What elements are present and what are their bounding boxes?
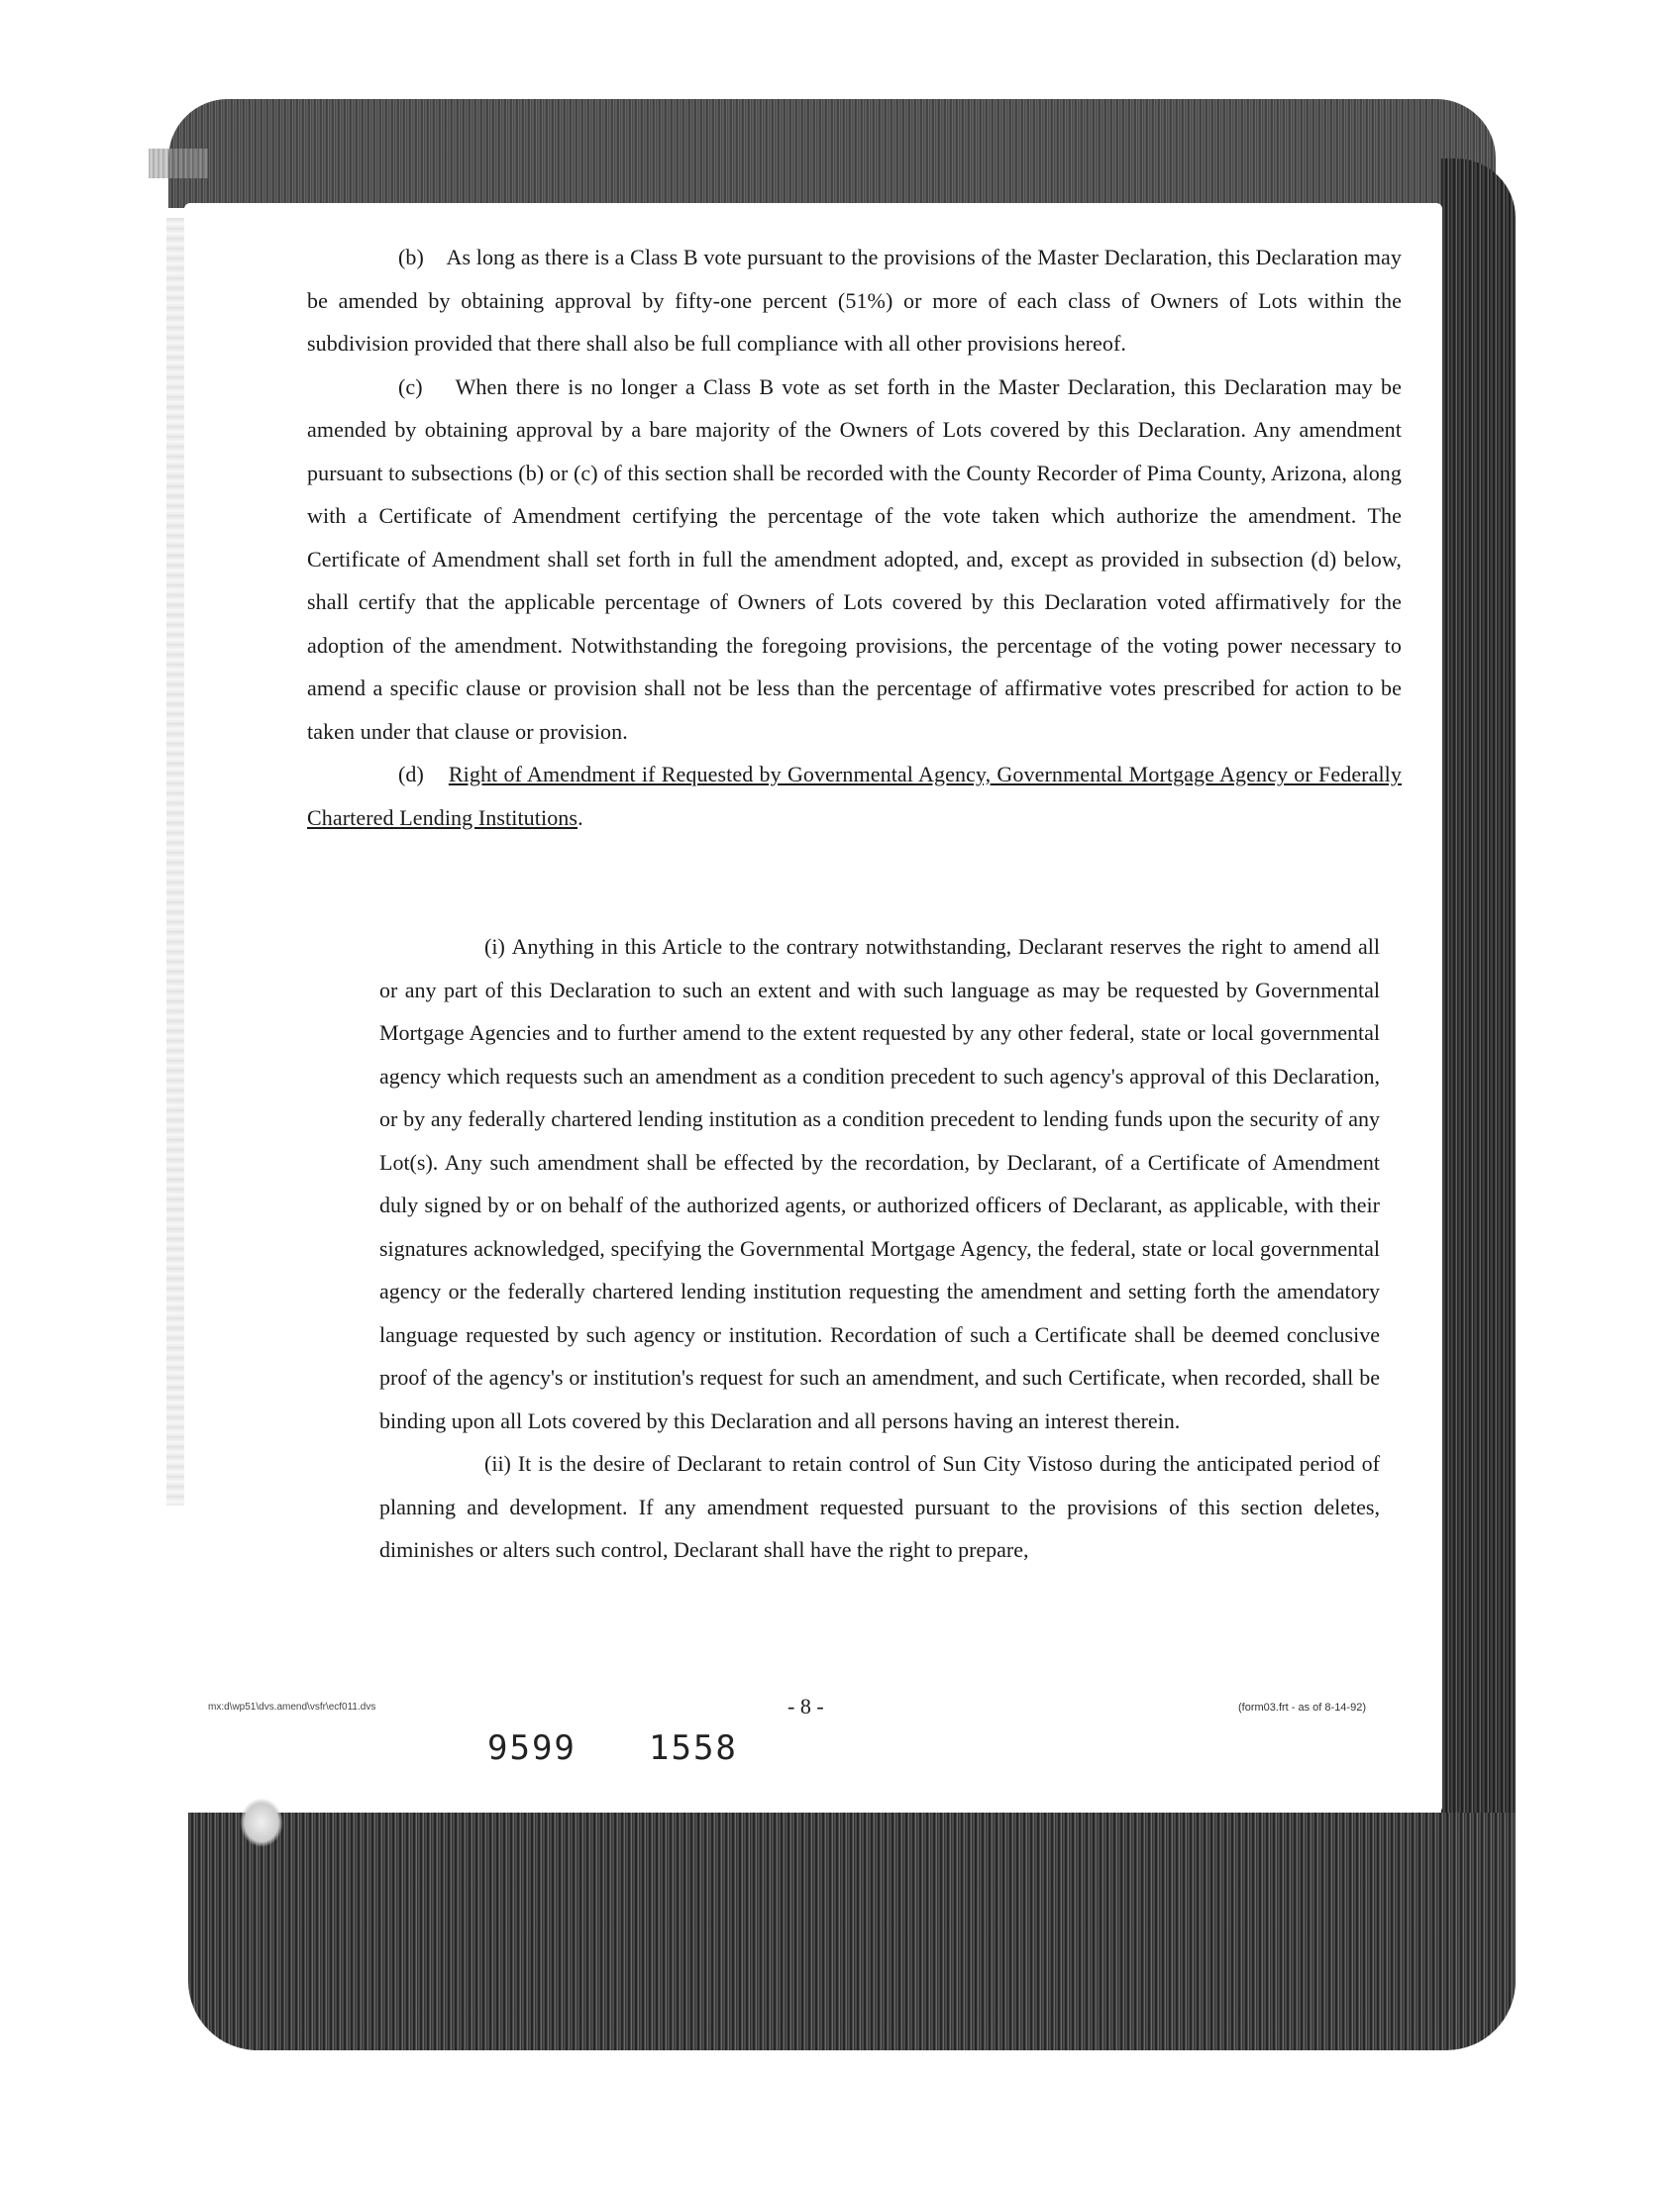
- scan-border-right: [1441, 158, 1516, 2040]
- paragraph-c-label: (c): [398, 373, 423, 399]
- paragraph-d-heading-end: .: [578, 804, 583, 830]
- subparagraph-ii-text: It is the desire of Declarant to retain control of Sun City Vistoso during the anticipated period of planning and development. If any amendment requested pursuant to the provisions of this section deletes, diminishes or alters such control, Declarant shall have the right to prepare,: [379, 1451, 1381, 1562]
- paragraph-b-label: (b): [398, 245, 424, 269]
- paragraph-c: [307, 365, 1402, 754]
- subparagraph-i-label: (i): [484, 934, 505, 959]
- paragraph-d: [307, 753, 1402, 839]
- page-number: - 8 -: [788, 1694, 824, 1718]
- paragraph-b: [307, 236, 1402, 365]
- scan-border-bottom: [188, 1813, 1516, 2050]
- scan-smudge: [240, 1798, 283, 1847]
- scan-border-left: [166, 218, 184, 1506]
- recording-docket-number: 9599: [487, 1728, 577, 1768]
- scan-border-top-left: [149, 149, 208, 178]
- paragraph-c-text: When there is no longer a Class B vote as set forth in the Master Declaration, this Declaration may be amended by obtaining approval by a bare majority of the Owners of Lots covered by this Declaration. Any amendment pursuant to subsections (b) or (c) of this section shall be recorded with the County Recorder of Pima County, Arizona, along with a Certificate of Amendment certifying the percentage of the vote taken which authorize the amendment. The Certificate of Amendment shall set forth in full the amendment adopted, and, except as provided in subsection (d) below, shall certify that the applicable percentage of Owners of Lots covered by this Declaration voted affirmatively for the adoption of the amendment. Notwithstanding the foregoing provisions, the percentage of the voting power necessary to amend a specific clause or provision shall not be less than the percentage of affirmative votes prescribed for action to be taken under that clause or provision.: [307, 373, 1402, 744]
- subparagraph-i-text: Anything in this Article to the contrary notwithstanding, Declarant reserves the right to amend all or any part of this Declaration to such an extent and with such language as may be requested by Governmental Mortgage Agencies and to further amend to the extent requested by any other federal, state or local governmental agency which requests such an amendment as a condition precedent to such agency's approval of this Declaration, or by any federally chartered lending institution as a condition precedent to lending funds upon the security of any Lot(s). Any such amendment shall be effected by the recordation, by Declarant, of a Certificate of Amendment duly signed by or on behalf of the authorized agents, or authorized officers of Declarant, as applicable, with their signatures acknowledged, specifying the Governmental Mortgage Agency, the federal, state or local governmental agency or the federally chartered lending institution requesting the amendment and setting forth the amendatory language requested by such agency or institution. Recordation of such a Certificate shall be deemed conclusive proof of the agency's or institution's request for such an amendment, and such Certificate, when recorded, shall be binding upon all Lots covered by this Declaration and all persons having an interest therein.: [379, 934, 1380, 1433]
- subparagraph-i: [379, 925, 1380, 1442]
- footer-file-path: mx:d\wp51\dvs.amend\vsfr\ecf011.dvs: [208, 1702, 376, 1713]
- paragraph-b-text: As long as there is a Class B vote pursuant to the provisions of the Master Declaration, this Declaration may be amended by obtaining approval by fifty-one percent (51%) or more of each class of Owners of Lots within the subdivision provided that there shall also be full compliance with all other provisions hereof.: [307, 245, 1402, 356]
- subparagraph-ii-label: (ii): [484, 1451, 511, 1476]
- scan-border-top: [168, 99, 1496, 208]
- subparagraphs: [379, 925, 1380, 1572]
- subparagraph-ii: [379, 1442, 1380, 1572]
- footer-form-id: (form03.frt - as of 8-14-92): [1238, 1702, 1366, 1714]
- paragraph-d-label: (d): [398, 762, 424, 786]
- document-body: [307, 236, 1402, 839]
- recording-page-number: 1558: [649, 1728, 738, 1768]
- paragraph-d-heading: Right of Amendment if Requested by Governmental Agency, Governmental Mortgage Agency or Federally Chartered Lending Institutions: [307, 762, 1402, 830]
